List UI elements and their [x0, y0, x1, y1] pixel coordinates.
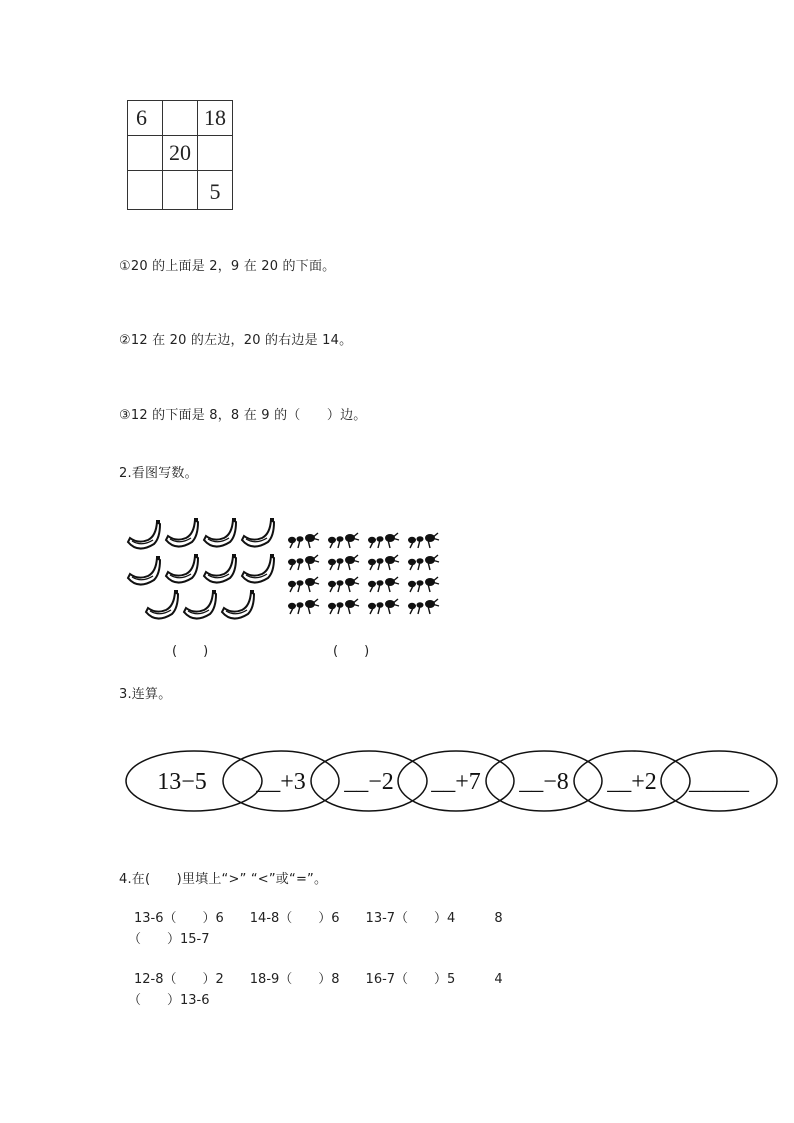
ant-icon [328, 599, 359, 614]
grid-cell [198, 136, 233, 171]
grid-row [128, 171, 233, 210]
chain-step[interactable]: __+3 [256, 769, 306, 795]
compare-row-1: 13-6（ ）6 14-8（ ）6 13-7（ ）4 8 [134, 911, 503, 926]
banana-icon [242, 554, 274, 583]
banana-icon [242, 518, 274, 547]
statement-3: ③12 的下面是 8，8 在 9 的（ ）边。 [119, 408, 367, 423]
statement-2: ②12 在 20 的左边，20 的右边是 14。 [119, 333, 353, 348]
banana-picture [122, 512, 282, 622]
banana-icon [166, 518, 198, 547]
banana-icon [184, 590, 216, 619]
banana-icon [128, 520, 160, 549]
chain-step[interactable]: __−2 [344, 769, 394, 795]
number-grid [127, 100, 233, 210]
grid-cell: 18 [198, 101, 233, 136]
ant-icon [368, 533, 399, 548]
grid-cell: 5 [198, 171, 233, 210]
chain-step[interactable]: _____ [689, 769, 749, 795]
chain-step[interactable]: __−8 [519, 769, 569, 795]
banana-icon [204, 554, 236, 583]
grid-cell [163, 171, 198, 210]
ant-icon [368, 577, 399, 592]
chain-step[interactable]: __+2 [607, 769, 657, 795]
banana-icon [222, 590, 254, 619]
ant-icon [408, 555, 439, 570]
grid-cell: 20 [163, 136, 198, 171]
ant-count-blank[interactable]: ( ) [333, 644, 370, 659]
statement-1: ①20 的上面是 2，9 在 20 的下面。 [119, 259, 336, 274]
ant-icon [288, 599, 319, 614]
grid-row [128, 101, 233, 136]
chain-step: 13−5 [157, 769, 207, 795]
ant-icon [368, 555, 399, 570]
ant-icon [328, 533, 359, 548]
grid-cell: 6 [128, 101, 163, 136]
grid-cell [128, 136, 163, 171]
grid-cell [163, 101, 198, 136]
ant-icon [328, 577, 359, 592]
grid-row [128, 136, 233, 171]
compare-row-1-cont: （ ）15-7 [128, 932, 210, 947]
ant-icon [288, 555, 319, 570]
ant-icon [408, 599, 439, 614]
banana-icon [146, 590, 178, 619]
question-3-title: 3.连算。 [119, 687, 172, 702]
banana-count-blank[interactable]: ( ) [172, 644, 209, 659]
banana-icon [166, 554, 198, 583]
question-4-title: 4.在( )里填上“>” “<”或“=”。 [119, 872, 328, 887]
banana-icon [128, 556, 160, 585]
ant-icon [368, 599, 399, 614]
grid-cell [128, 171, 163, 210]
banana-icon [204, 518, 236, 547]
question-2-title: 2.看图写数。 [119, 466, 198, 481]
compare-row-2: 12-8（ ）2 18-9（ ）8 16-7（ ）5 4 [134, 972, 503, 987]
chain-step[interactable]: __+7 [431, 769, 481, 795]
ant-picture [286, 528, 448, 618]
ant-icon [408, 577, 439, 592]
ant-icon [328, 555, 359, 570]
calc-chain [124, 748, 780, 814]
ant-icon [288, 577, 319, 592]
compare-row-2-cont: （ ）13-6 [128, 993, 210, 1008]
ant-icon [408, 533, 439, 548]
ant-icon [288, 533, 319, 548]
